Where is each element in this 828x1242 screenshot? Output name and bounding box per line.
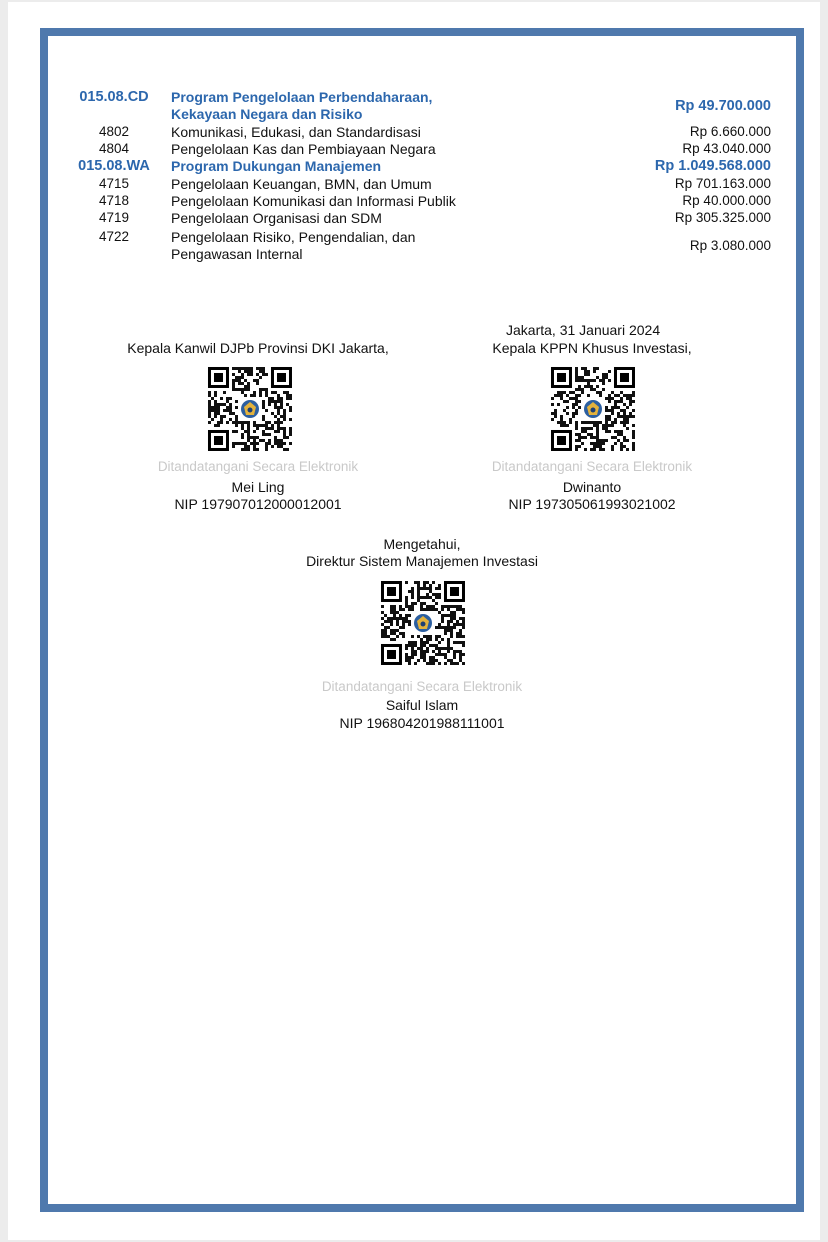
activity-code: 4722: [98, 229, 130, 244]
activity-description: Komunikasi, Edukasi, dan Standardisasi: [171, 124, 421, 140]
activity-amount: Rp 701.163.000: [674, 176, 771, 191]
program-amount: Rp 1.049.568.000: [654, 158, 771, 174]
program-amount: Rp 49.700.000: [675, 98, 771, 114]
activity-description: Pengelolaan Risiko, Pengendalian, dan Pengawasan Internal: [171, 229, 416, 262]
activity-code: 4715: [98, 176, 130, 191]
activity-amount: Rp 40.000.000: [682, 193, 771, 208]
left-signer-role: Kepala Kanwil DJPb Provinsi DKI Jakarta,: [127, 340, 389, 356]
activity-amount: Rp 6.660.000: [689, 124, 771, 139]
acknowledge-label: Mengetahui,: [383, 536, 461, 552]
left-signer-name: Mei Ling: [231, 479, 285, 495]
right-signer-nip: NIP 197305061993021002: [508, 496, 676, 512]
right-signer-role: Kepala KPPN Khusus Investasi,: [492, 340, 692, 356]
right-signer-name: Dwinanto: [562, 479, 622, 495]
program-description: Program Dukungan Manajemen: [171, 158, 382, 174]
activity-description: Pengelolaan Organisasi dan SDM: [171, 210, 382, 226]
activity-amount: Rp 3.080.000: [689, 238, 771, 253]
activity-code: 4718: [98, 193, 130, 208]
center-signer-role: Direktur Sistem Manajemen Investasi: [306, 553, 538, 569]
center-signer-nip: NIP 196804201988111001: [339, 715, 505, 731]
qr-code-signature-right: [550, 366, 636, 452]
activity-code: 4802: [98, 124, 130, 139]
activity-description: Pengelolaan Keuangan, BMN, dan Umum: [171, 176, 432, 192]
left-signer-nip: NIP 197907012000012001: [174, 496, 342, 512]
place-date: Jakarta, 31 Januari 2024: [506, 322, 661, 338]
activity-amount: Rp 305.325.000: [674, 210, 771, 225]
electronic-signature-watermark: Ditandatangani Secara Elektronik: [157, 459, 359, 474]
qr-code-signature-center: [380, 580, 466, 666]
activity-description: Pengelolaan Kas dan Pembiayaan Negara: [171, 141, 436, 157]
center-signer-name: Saiful Islam: [385, 697, 459, 713]
electronic-signature-watermark: Ditandatangani Secara Elektronik: [491, 459, 693, 474]
document-page: [8, 2, 820, 1240]
activity-amount: Rp 43.040.000: [682, 141, 771, 156]
program-description: Program Pengelolaan Perbendaharaan, Kekayaan Negara dan Risiko: [171, 89, 433, 122]
program-code: 015.08.WA: [78, 158, 150, 174]
page-border-frame: [40, 28, 804, 1212]
program-code: 015.08.CD: [79, 89, 149, 105]
electronic-signature-watermark: Ditandatangani Secara Elektronik: [321, 679, 523, 694]
activity-description: Pengelolaan Komunikasi dan Informasi Publik: [171, 193, 456, 209]
activity-code: 4719: [98, 210, 130, 225]
activity-code: 4804: [98, 141, 130, 156]
qr-code-signature-left: [207, 366, 293, 452]
